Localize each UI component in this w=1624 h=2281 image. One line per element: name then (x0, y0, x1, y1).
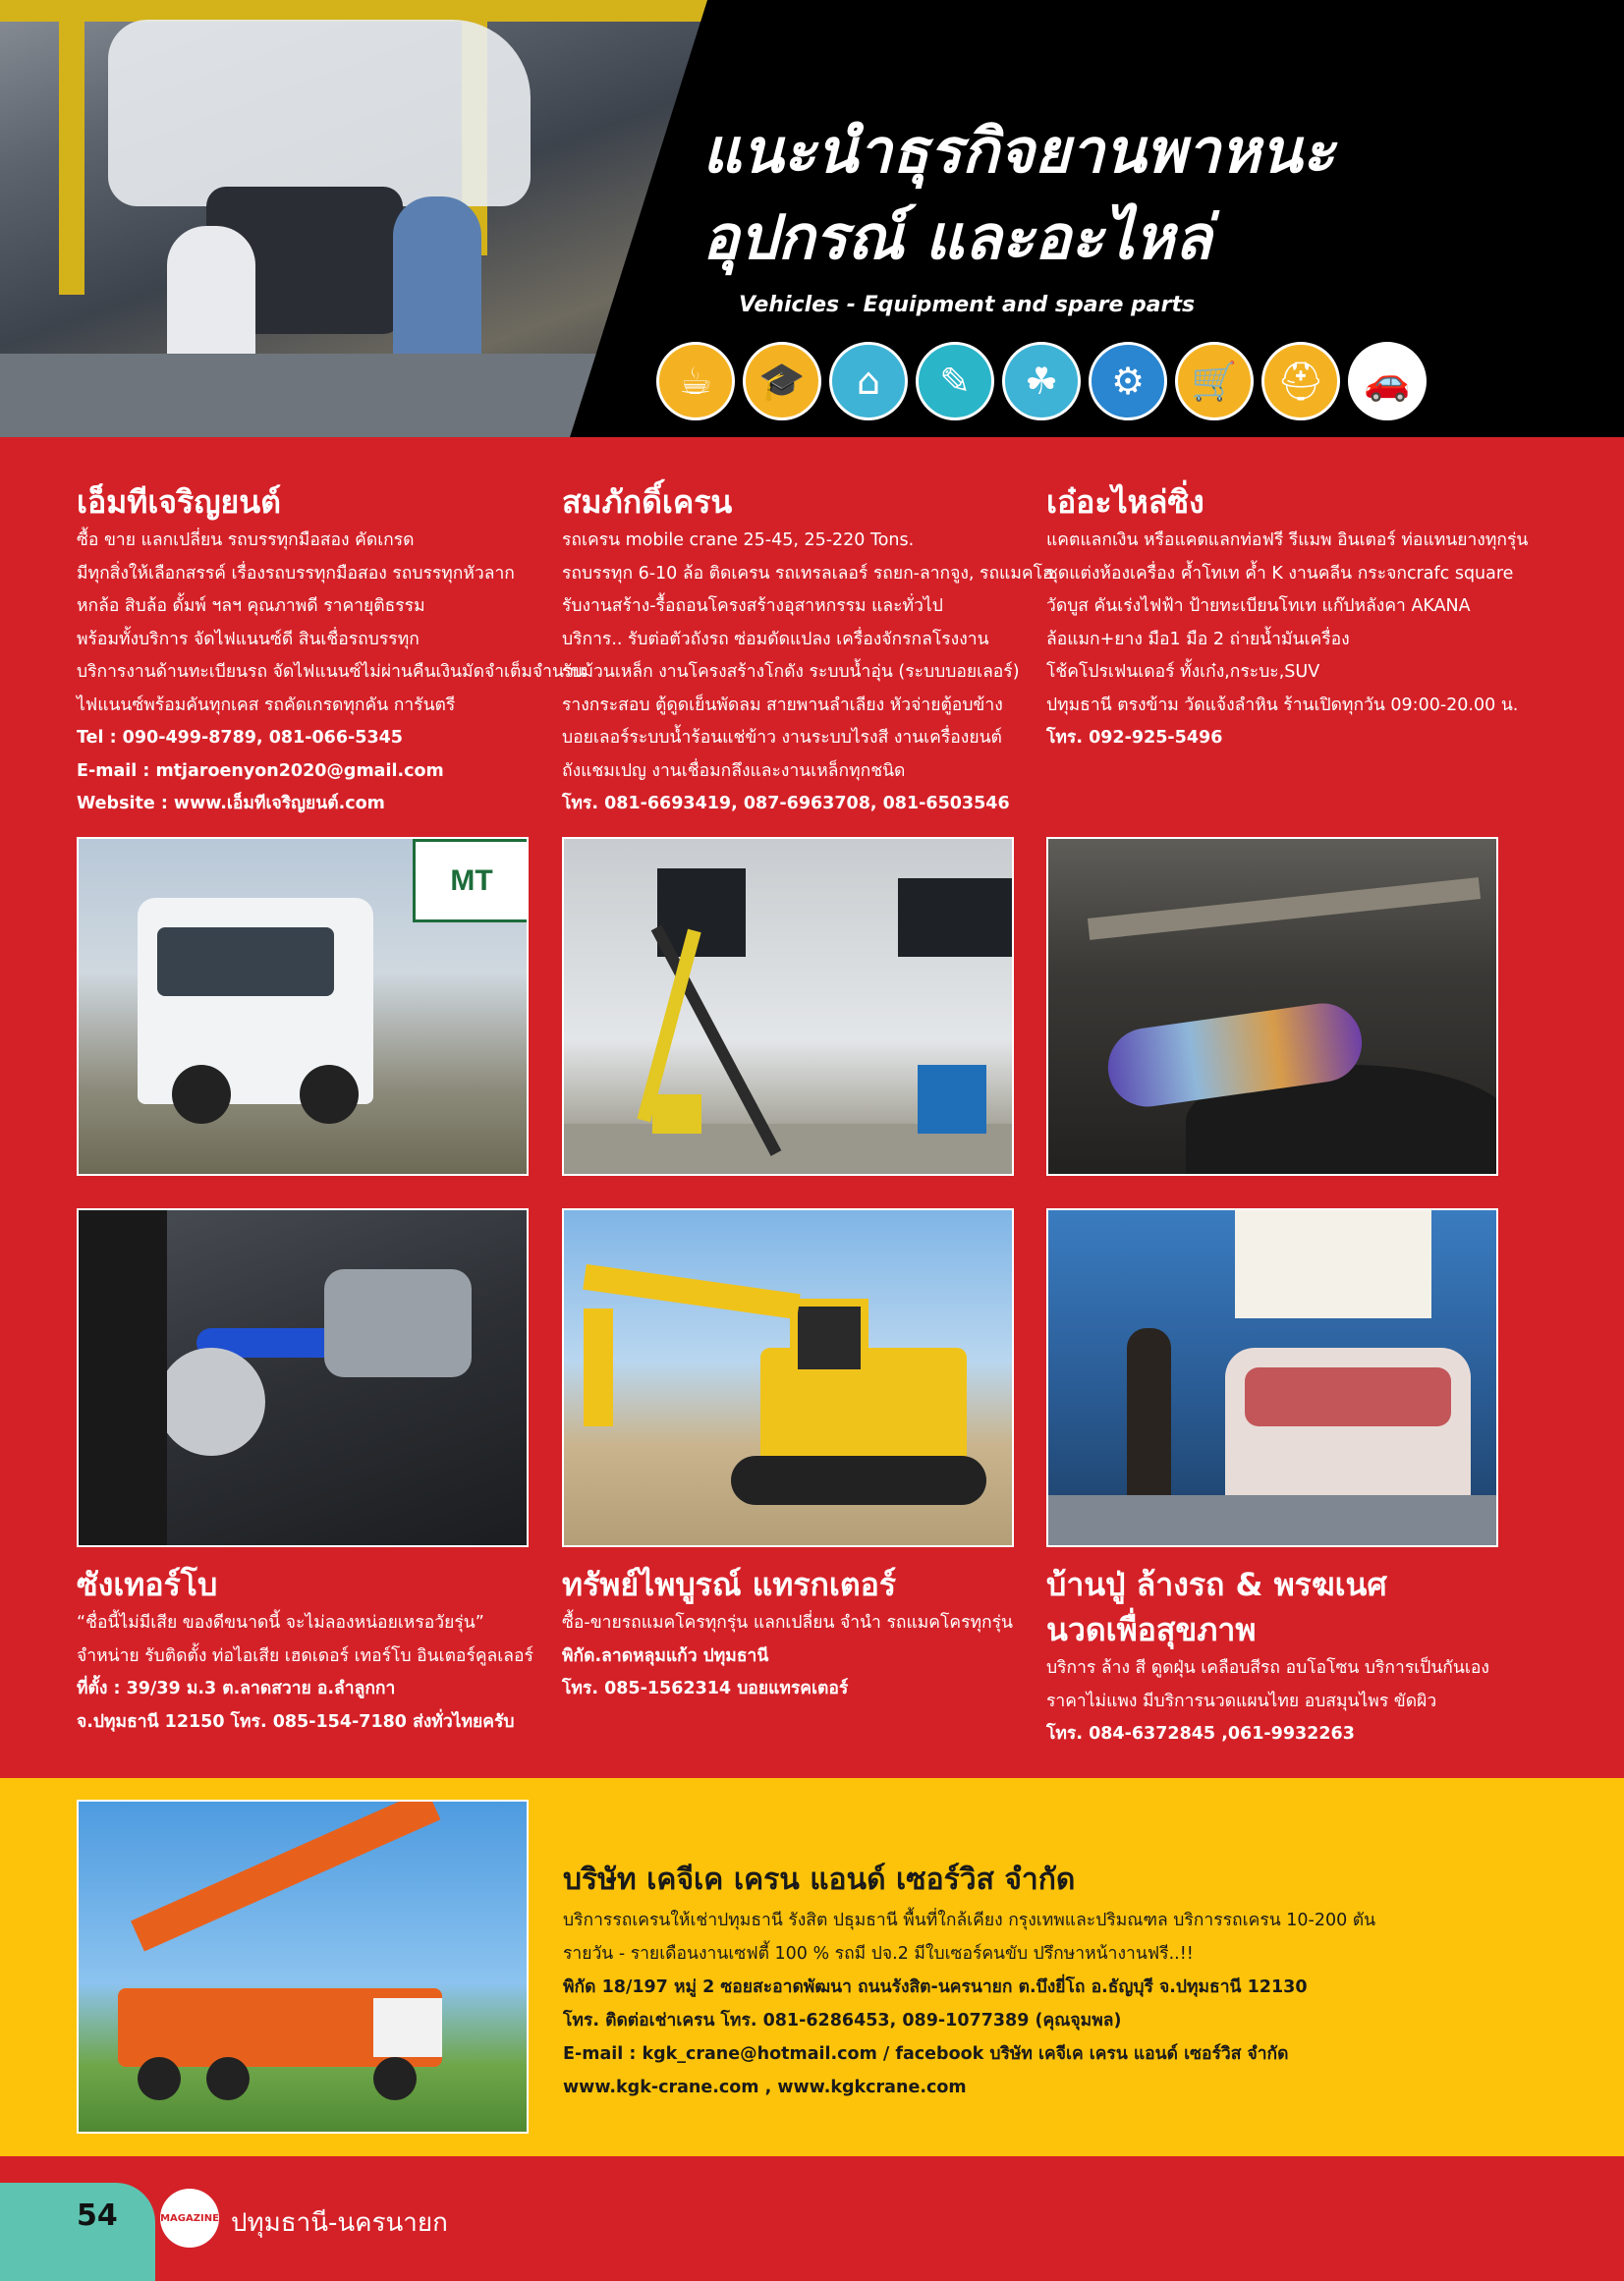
title-line-1: แนะนำธุรกิจยานพาหนะ (702, 115, 1335, 187)
listing-sang-turbo (77, 1562, 588, 1739)
listing-address: พิกัด 18/197 หมู่ 2 ซอยสะอาดพัฒนา ถนนรังสิต-นครนายก ต.บึงยี่โถ อ.ธัญบุรี จ.ปทุมธานี 12130 (563, 1977, 1308, 1997)
kgk-crane-section (0, 1778, 1624, 2156)
listing-phone: โทร. 092-925-5496 (1046, 728, 1223, 748)
listing-email: E-mail : mtjaroenyon2020@gmail.com (77, 760, 444, 781)
mt-badge-logo: MT (450, 863, 493, 897)
logo-text: MAGAZINE (160, 2212, 219, 2224)
turbo-engine-photo (77, 1208, 529, 1547)
exhaust-pipe-photo (1046, 837, 1498, 1176)
industry-icon: ⛑ (1261, 342, 1340, 420)
listing-address: พิกัด.ลาดหลุมแก้ว ปทุมธานี (562, 1645, 769, 1666)
listing-phone: โทร. ติดต่อเช่าเครน โทร. 081-6286453, 089-1077389 (คุณจุมพล) (563, 2011, 1122, 2031)
listing-text: แคตแลกเงิน หรือแคตแลกท่อฟรี รีแมพ อินเตอร์ ท่อแทนยางทุกรุ่น (1046, 530, 1529, 550)
shopping-icon: 🛒 (1175, 342, 1254, 420)
listing-title: ซังเทอร์โบ (77, 1566, 218, 1603)
listing-title: บริษัท เคจีเค เครน แอนด์ เซอร์วิส จำกัด (563, 1863, 1076, 1897)
listing-text: รายวัน - รายเดือนงานเซฟตี้ 100 % รถมี ปจ.2 มีใบเซอร์คนขับ ปรึกษาหน้างานฟรี..!! (563, 1944, 1194, 1964)
listing-text: บริการรถเครนให้เช่าปทุมธานี รังสิต ปธุมธานี พื้นที่ใกล้เคียง กรุงเทพและปริมณฑล บริการรถเครน 10-200 ตัน (563, 1911, 1376, 1930)
car-wash-photo (1046, 1208, 1498, 1547)
listing-text: ซื้อ ขาย แลกเปลี่ยน รถบรรทุกมือสอง คัดเกรด (77, 530, 415, 550)
listing-text: ชุดแต่งห้องเครื่อง ค้ำโทเท ค้ำ K งานคลีน กระจกcrafc square (1046, 563, 1514, 584)
listing-text: มีทุกสิ่งให้เลือกสรรค์ เรื่องรถบรรทุกมือสอง รถบรรทุกหัวลาก (77, 563, 515, 584)
beauty-icon: ✎ (916, 342, 994, 420)
region-label: ปทุมธานี-นครนายก (231, 2208, 448, 2238)
title-line-2: อุปกรณ์ และอะไหล่ (702, 201, 1212, 273)
listing-text: บริการ ล้าง สี ดูดฝุ่น เคลือบสีรถ อบโอโซน บริการเป็นกันเอง (1046, 1658, 1489, 1678)
factory-hero-photo (0, 0, 707, 437)
listing-text: จำหน่าย รับติดตั้ง ท่อไอเสีย เฮดเดอร์ เทอร์โบ อินเตอร์คูลเลอร์ (77, 1645, 533, 1666)
listing-title: บ้านปู่ ล้างรถ & พรฆเนศ (1046, 1566, 1387, 1603)
listing-phone: โทร. 084-6372845 ,061-9932263 (1046, 1724, 1355, 1744)
listing-ae-parts (1046, 479, 1529, 755)
listing-title: เอ็มทีเจริญยนต์ (77, 483, 281, 521)
kgk-listing (563, 1857, 1604, 2104)
listing-sompak-crane (562, 479, 1053, 821)
listing-address: ที่ตั้ง : 39/39 ม.3 ต.ลาดสวาย อ.ลำลูกกา (77, 1679, 396, 1698)
listing-text: ซื้อ-ขายรถแมคโครทุกรุ่น แลกเปลี่ยน จำนำ รถแมคโครทุกรุ่น (562, 1613, 1013, 1633)
listing-text: ราคาไม่แพง มีบริการนวดแผนไทย อบสมุนไพร ขัดผิว (1046, 1691, 1437, 1711)
vehicle-icon: 🚗 (1348, 342, 1427, 420)
listing-text: วัดบูส คันเร่งไฟฟ้า ป้ายทะเบียนโทเท แก๊ปหลังคา AKANA (1046, 596, 1471, 616)
listing-text: บริการงานด้านทะเบียนรถ จัดไฟแนนซ์ไม่ผ่านคืนเงินมัดจำเต็มจำนวน (77, 662, 586, 682)
agriculture-icon: ☘ (1002, 342, 1081, 420)
listing-banpu-carwash (1046, 1562, 1508, 1752)
listing-title: ทรัพย์ไพบูรณ์ แทรกเตอร์ (562, 1566, 897, 1603)
listing-text: รถบรรทุก 6-10 ล้อ ติดเครน รถเทรลเลอร์ รถยก-ลากจูง, รถแมคโฮ (562, 563, 1053, 584)
listing-phone: Tel : 090-499-8789, 081-066-5345 (77, 728, 403, 748)
listing-text: ล้อแมก+ยาง มือ1 มือ 2 ถ่ายน้ำมันเครื่อง (1046, 629, 1350, 649)
listing-text: บอยเลอร์ระบบน้ำร้อนแช่ข้าว งานระบบไรงสี งานเครื่องยนต์ (562, 728, 1002, 748)
listing-text: โช้คโปรเฟนเดอร์ ทั้งเก๋ง,กระบะ,SUV (1046, 662, 1320, 682)
listing-title: เอ๋อะไหล่ซิ่ง (1046, 483, 1204, 521)
listing-text: พร้อมทั้งบริการ จัดไฟแนนซ์ดี สินเชื่อรถบรรทุก (77, 629, 420, 649)
listing-website: Website : www.เอ็มทีเจริญยนต์.com (77, 794, 385, 813)
page-number: 54 (77, 2198, 118, 2233)
listing-text: รางกระสอบ ตู้ดูดเย็นพัดลม สายพานลำเลียง หัวจ่ายตู้อบข้าง (562, 695, 1003, 715)
listing-sappaiboon-tractor (562, 1562, 1024, 1706)
listing-text: ถังแชมเปญ งานเชื่อมกลึงและงานเหล็กทุกชนิด (562, 760, 906, 781)
crane-building-photo (562, 837, 1014, 1176)
listing-text: ปทุมธานี ตรงข้าม วัดแจ้งลำหิน ร้านเปิดทุกวัน 09:00-20.00 น. (1046, 695, 1519, 715)
truck-photo (77, 837, 529, 1176)
listing-title: สมภักดิ์เครน (562, 483, 733, 521)
listing-email: E-mail : kgk_crane@hotmail.com / facebook บริษัท เคจีเค เครน แอนด์ เซอร์วิส จำกัด (563, 2044, 1289, 2064)
header-banner (0, 0, 1624, 437)
listing-text: รับม้วนเหล็ก งานโครงสร้างโกดัง ระบบน้ำอุ่น (ระบบบอยเลอร์) (562, 662, 1020, 682)
excavator-photo (562, 1208, 1014, 1547)
listing-website: www.kgk-crane.com , www.kgkcrane.com (563, 2078, 967, 2097)
education-icon: 🎓 (743, 342, 821, 420)
listing-text: รับงานสร้าง-รื้อถอนโครงสร้างอุสาหกรรม และทั่วไป (562, 596, 943, 616)
magazine-logo (160, 2189, 219, 2248)
category-icon-row (656, 342, 1427, 420)
mobile-crane-photo (77, 1800, 529, 2134)
listing-phone: จ.ปทุมธานี 12150 โทร. 085-154-7180 ส่งทั่วไทยครับ (77, 1711, 515, 1732)
listing-text: ไฟแนนซ์พร้อมคันทุกเคส รถคัดเกรดทุกคัน การันตรี (77, 695, 456, 715)
service-gear-icon: ⚙ (1089, 342, 1167, 420)
listing-text: หกล้อ สิบล้อ ดั้มพ์ ฯลฯ คุณภาพดี ราคายุติธรรม (77, 596, 425, 616)
listing-mt-jaroenyon (77, 479, 588, 821)
listing-text: “ชื่อนี้ไม่มีเสีย ของดีขนาดนี้ จะไม่ลองหน่อยเหรอวัยรุ่น” (77, 1613, 484, 1633)
food-icon: ☕ (656, 342, 735, 420)
listing-text: บริการ.. รับต่อตัวถังรถ ซ่อมดัดแปลง เครื่องจักรกลโรงงาน (562, 629, 989, 649)
listing-phone: โทร. 081-6693419, 087-6963708, 081-6503546 (562, 794, 1010, 813)
page-title (702, 108, 1587, 281)
listing-title: นวดเพื่อสุขภาพ (1046, 1611, 1257, 1648)
listing-phone: โทร. 085-1562314 บอยแทรคเตอร์ (562, 1679, 849, 1698)
home-icon: ⌂ (829, 342, 908, 420)
page-subtitle: Vehicles - Equipment and spare parts (739, 293, 1196, 317)
listing-text: รถเครน mobile crane 25-45, 25-220 Tons. (562, 530, 915, 550)
